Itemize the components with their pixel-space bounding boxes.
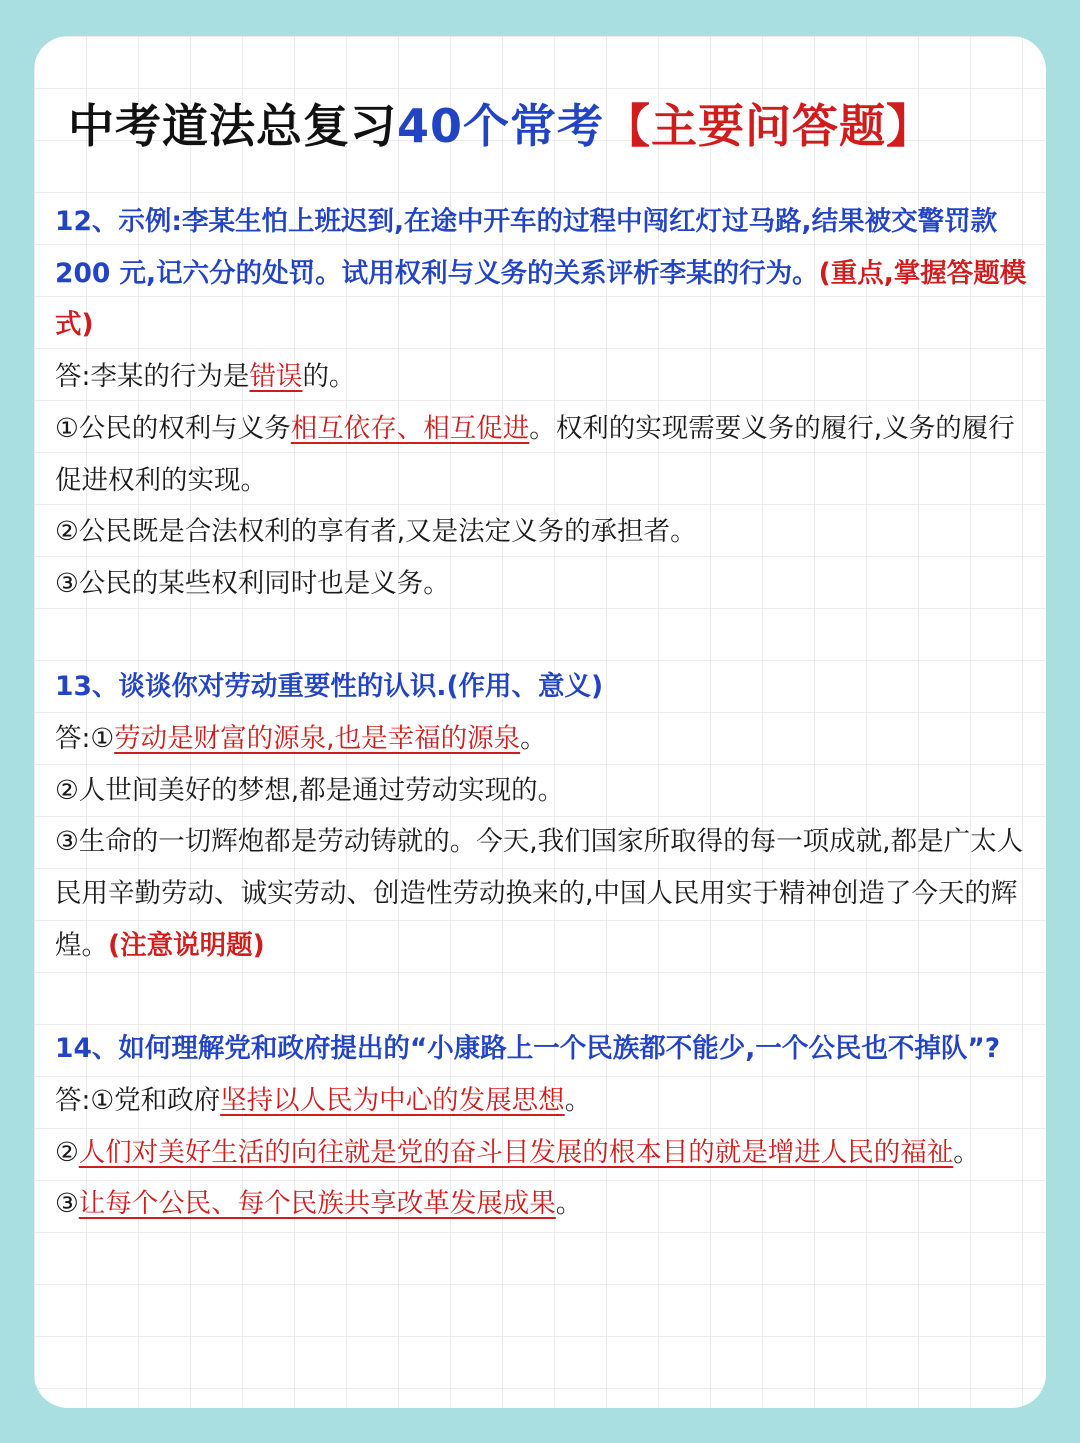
title-part1: 中考道法总复习: [68, 99, 397, 153]
q13-point2: ②人世间美好的梦想,都是通过劳动实现的。: [55, 774, 565, 806]
q13-question-text: 13、谈谈你对劳动重要性的认识.(作用、意义): [55, 671, 604, 703]
q12-point1-key: 相互依存、相互促进: [290, 412, 530, 444]
qa-content: [55, 196, 1027, 1230]
q14-point2: [55, 1127, 1027, 1179]
q13-point3: [55, 816, 1027, 971]
q14-point2-prefix: ②: [55, 1136, 79, 1168]
q12-answer-prefix: 答:李某的行为是: [55, 361, 250, 393]
q12-note: (重点,掌握答题模式): [55, 257, 1027, 341]
q12-point1: [55, 403, 1027, 506]
q12-point2: ②公民既是合法权利的享有者,又是法定义务的承担者。: [55, 516, 697, 548]
q13-answer-prefix: 答:①: [55, 723, 115, 755]
q14-point3-key: 让每个公民、每个民族共享改革发展成果: [78, 1188, 556, 1220]
q14-question: [55, 1023, 1027, 1075]
q12-question-text: 12、示例:李某生怕上班迟到,在途中开车的过程中闯红灯过马路,结果被交警罚款 200 元,记六分的处罚。试用权利与义务的关系评析李某的行为。: [55, 206, 998, 289]
q14-point3-suffix: 。: [555, 1188, 583, 1220]
q14-point3-prefix: ③: [55, 1188, 79, 1220]
q13-answer: [55, 713, 1027, 765]
q12-point1-suffix: 。权利的实现需要义务的履行,义务的履行促进权利的实现。: [55, 412, 1015, 496]
section-gap: [55, 610, 1027, 662]
q13-point3-text: ③生命的一切辉炮都是劳动铸就的。今天,我们国家所取得的每一项成就,都是广太人民用辛勤劳动、诚实劳动、创造性劳动换来的,中国人民用实于精神创造了今天的辉煌。: [55, 826, 1024, 961]
q12-question: [55, 196, 1027, 351]
q14-question-text: 14、如何理解党和政府提出的“小康路上一个民族都不能少,一个公民也不掉队”?: [55, 1033, 1001, 1065]
q13-answer-suffix: 。: [520, 723, 547, 755]
q12-answer: [55, 351, 1027, 403]
q13-note: (注意说明题): [108, 929, 265, 961]
title-part3: 【主要问答题】: [604, 99, 934, 153]
q14-answer-suffix: 。: [564, 1084, 592, 1116]
q14-answer-key: 坚持以人民为中心的发展思想: [220, 1084, 565, 1116]
section-gap: [55, 972, 1027, 1024]
q14-point2-key: 人们对美好生活的向往就是党的奋斗目发展的根本目的就是增进人民的福祉: [78, 1136, 954, 1168]
q14-answer: [55, 1075, 1027, 1127]
q13-answer-key: 劳动是财富的源泉,也是幸福的源泉: [114, 723, 521, 755]
q12-point3: ③公民的某些权利同时也是义务。: [55, 567, 450, 599]
q12-point1-prefix: ①公民的权利与义务: [55, 412, 291, 444]
q14-point3: [55, 1178, 1027, 1230]
q12-answer-key: 错误: [249, 361, 303, 393]
q14-answer-prefix: 答:①党和政府: [55, 1084, 221, 1116]
q12-answer-suffix: 的。: [302, 361, 356, 393]
q14-point2-suffix: 。: [953, 1136, 980, 1168]
content-card: [34, 36, 1046, 1408]
page-title: [68, 90, 933, 156]
title-part2: 40个常考: [397, 99, 605, 153]
q13-question: [55, 661, 1027, 713]
